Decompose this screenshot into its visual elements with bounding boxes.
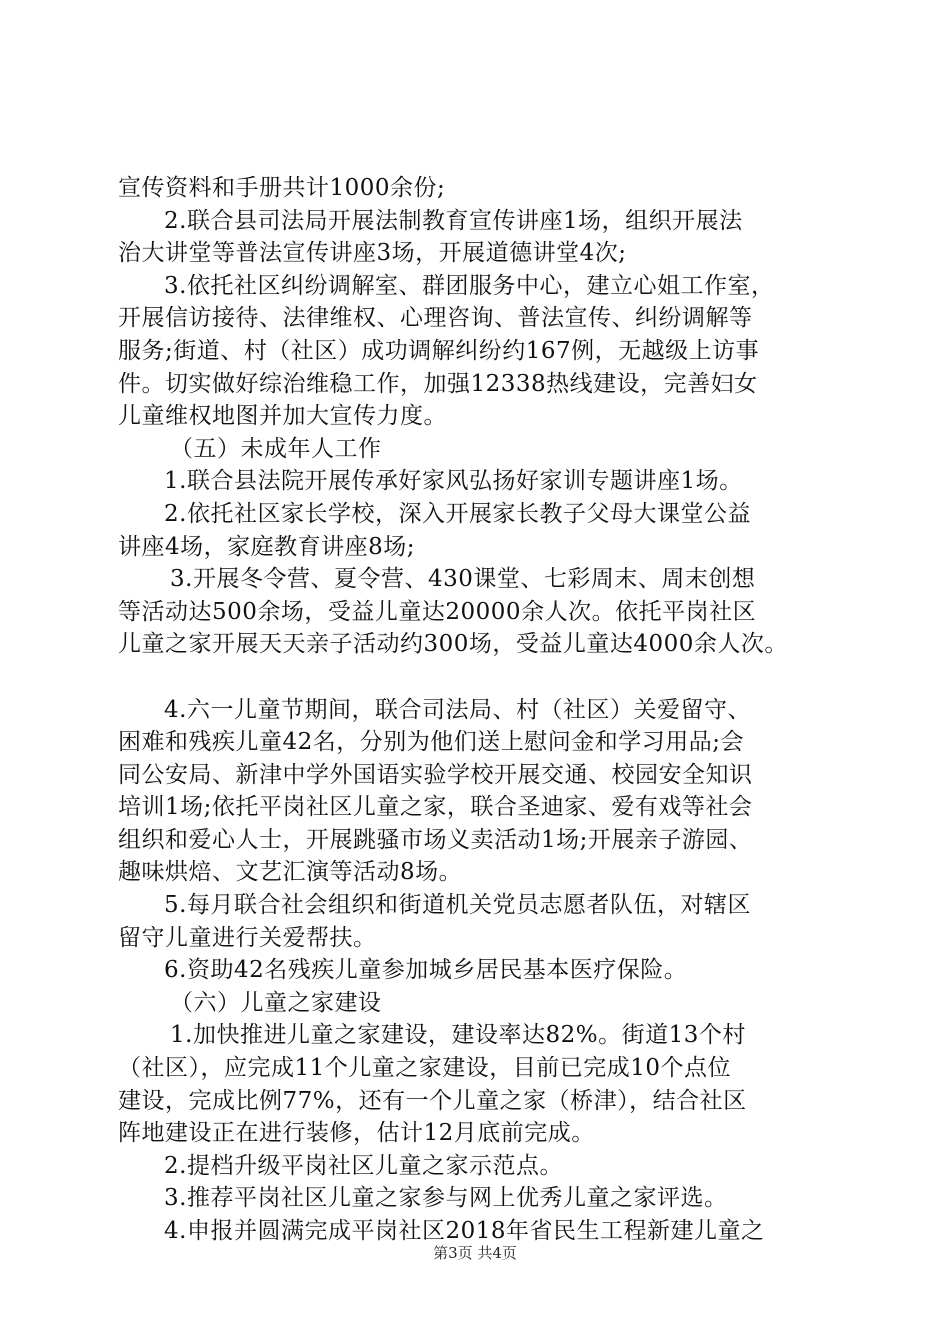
text-line: 宣传资料和手册共计1000余份;: [118, 175, 446, 201]
blank-line: [118, 661, 838, 694]
text-line: 3.开展冬令营、夏令营、430课堂、七彩周末、周末创想: [170, 566, 756, 593]
text-line: （社区），应完成11个儿童之家建设，目前已完成10个点位: [118, 1055, 732, 1082]
text-line: 4.申报并圆满完成平岗社区2018年省民生工程新建儿童之: [164, 1218, 765, 1244]
text-line: 儿童维权地图并加大宣传力度。: [118, 403, 447, 430]
text-line: 5.每月联合社会组织和街道机关党员志愿者队伍，对辖区: [164, 892, 751, 919]
text-line: 服务;街道、村（社区）成功调解纠纷约167例，无越级上访事: [118, 337, 760, 364]
text-line: 1.加快推进儿童之家建设，建设率达82%。街道13个村: [170, 1022, 746, 1049]
text-line: 阵地建设正在进行装修，估计12月底前完成。: [118, 1120, 595, 1147]
text-line: 6.资助42名残疾儿童参加城乡居民基本医疗保险。: [164, 957, 688, 984]
text-line: 件。切实做好综治维稳工作，加强12338热线建设，完善妇女: [118, 370, 758, 397]
text-line: 治大讲堂等普法宣传讲座3场，开展道德讲堂4次;: [118, 240, 627, 267]
text-line: 困难和残疾儿童42名，分别为他们送上慰问金和学习用品;会: [118, 729, 745, 756]
text-line: 3.推荐平岗社区儿童之家参与网上优秀儿童之家评选。: [164, 1185, 728, 1212]
text-line: 趣味烘焙、文艺汇演等活动8场。: [118, 859, 463, 886]
text-line: 留守儿童进行关爱帮扶。: [118, 924, 377, 951]
text-line: 培训1场;依托平岗社区儿童之家，联合圣迪家、爱有戏等社会: [118, 794, 753, 821]
page-number-footer: 第3页 共4页: [433, 1244, 517, 1262]
text-line: 儿童之家开展天天亲子活动约300场，受益儿童达4000余人次。: [118, 631, 788, 658]
text-line: 同公安局、新津中学外国语实验学校开展交通、校园安全知识: [118, 761, 753, 788]
text-line: 组织和爱心人士，开展跳骚市场义卖活动1场;开展亲子游园、: [118, 826, 753, 853]
text-line: 1.联合县法院开展传承好家风弘扬好家训专题讲座1场。: [164, 468, 743, 495]
text-line: 3.依托社区纠纷调解室、群团服务中心，建立心姐工作室，: [164, 272, 775, 299]
text-line: 讲座4场，家庭教育讲座8场;: [118, 533, 416, 560]
text-line: 2.依托社区家长学校，深入开展家长教子父母大课堂公益: [164, 500, 751, 527]
text-line: 2.联合县司法局开展法制教育宣传讲座1场，组织开展法: [164, 207, 743, 234]
text-line: 4.六一儿童节期间，联合司法局、村（社区）关爱留守、: [164, 696, 751, 723]
text-line: 开展信访接待、法律维权、心理咨询、普法宣传、纠纷调解等: [118, 305, 753, 332]
text-line: 2.提档升级平岗社区儿童之家示范点。: [164, 1152, 563, 1179]
section-heading: （六）儿童之家建设: [170, 989, 382, 1016]
text-line: 建设，完成比例77%，还有一个儿童之家（桥津），结合社区: [118, 1087, 747, 1114]
section-heading: （五）未成年人工作: [170, 435, 382, 462]
text-line: 等活动达500余场，受益儿童达20000余人次。依托平岗社区: [118, 598, 757, 625]
document-body: [118, 172, 838, 1248]
